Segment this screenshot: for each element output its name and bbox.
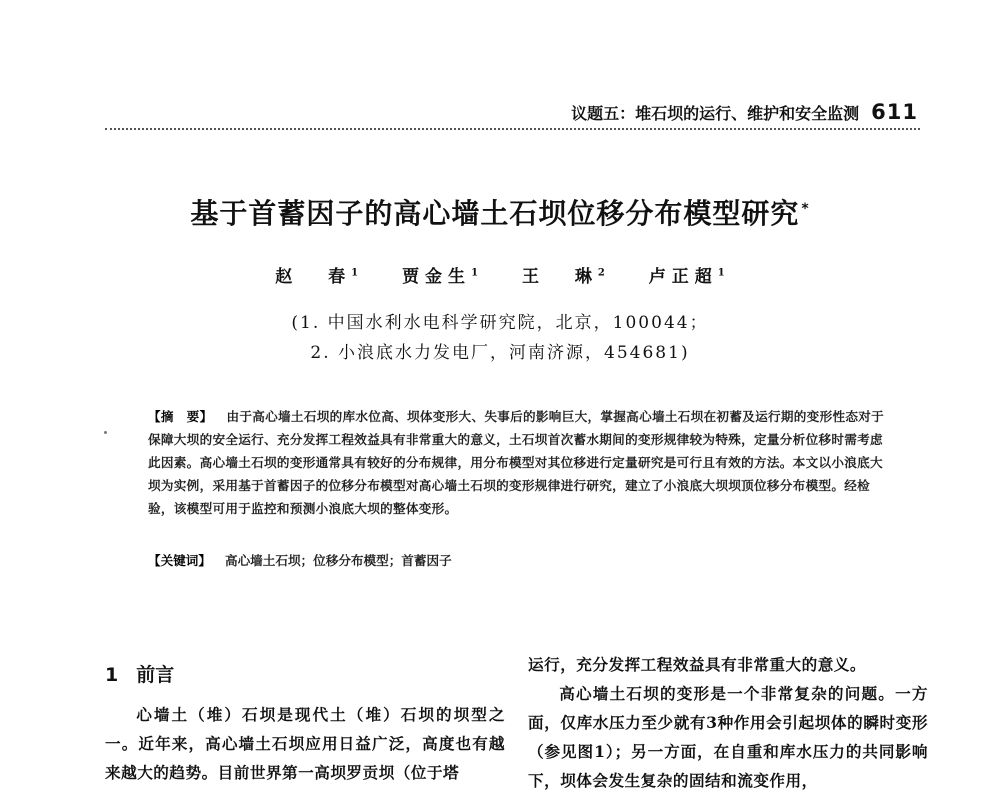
author-list [0,262,1000,287]
author-affil-mark: 1 [717,267,725,279]
author [275,267,358,287]
section-heading [105,660,174,687]
title-footnote-mark: * [801,200,810,217]
author [402,267,478,287]
body-paragraph: 高心墙土石坝的变形是一个非常复杂的问题。一方面，仅库水压力至少就有3种作用会引起坝体的瞬时变形（参见图1）；另一方面，在自重和库水压力的共同影响下，坝体会发生复杂的固结和流变作用， [528,684,928,790]
author-name: 卢正超 [648,267,718,287]
right-column [528,650,928,795]
keywords-label: 【关键词】 [148,553,211,568]
margin-mark [104,431,107,434]
header-rule [105,128,920,130]
body-paragraph: 心墙土（堆）石坝是现代土（堆）石坝的坝型之一。近年来，高心墙土石坝应用日益广泛，高度也有越来越大的趋势。目前世界第一高坝罗贡坝（位于塔 [105,705,505,782]
keywords-text: 高心墙土石坝；位移分布模型；首蓄因子 [224,553,452,568]
paper-title-text: 基于首蓄因子的高心墙土石坝位移分布模型研究 [190,197,800,230]
author-affil-mark: 1 [471,267,479,279]
paper-title [0,192,1000,232]
affiliation-2: 2. 小浪底水力发电厂，河南济源，454681) [310,343,690,363]
running-title: 议题五：堆石坝的运行、维护和安全监测 [571,104,860,123]
section-number: 1 [105,664,119,686]
author-name: 贾金生 [402,267,472,287]
abstract [148,405,888,520]
author [649,267,725,287]
author-affil-mark: 1 [351,267,359,279]
section-title: 前言 [136,664,175,686]
abstract-label: 【摘 要】 [148,409,213,424]
author [522,267,605,287]
author-name: 王 琳 [521,267,598,287]
running-head [571,100,918,124]
abstract-text: 由于高心墙土石坝的库水位高、坝体变形大、失事后的影响巨大，掌握高心墙土石坝在初蓄及运行期的变形性态对于保障大坝的安全运行、充分发挥工程效益具有非常重大的意义，土石坝首次蓄水期间的变形规律较为特殊，定量分析位移时需考虑此因素。高心墙土石坝的变形通常具有较好的分布规律，用分布模型对其位移进行定量研究是可行且有效的方法。本文以小浪底大坝为实例，采用基于首蓄因子的位移分布模型对高心墙土石坝的变形规律进行研究，建立了小浪底大坝坝顶位移分布模型。经检验，该模型可用于监控和预测小浪底大坝的整体变形。 [148,409,885,516]
keywords [148,550,888,569]
author-affil-mark: 2 [597,267,605,279]
affiliation-1: (1. 中国水利水电科学研究院，北京，100044； [291,313,709,333]
page-number: 611 [871,100,918,124]
author-name: 赵 春 [275,267,352,287]
body-paragraph-continued: 运行，充分发挥工程效益具有非常重大的意义。 [528,655,866,674]
